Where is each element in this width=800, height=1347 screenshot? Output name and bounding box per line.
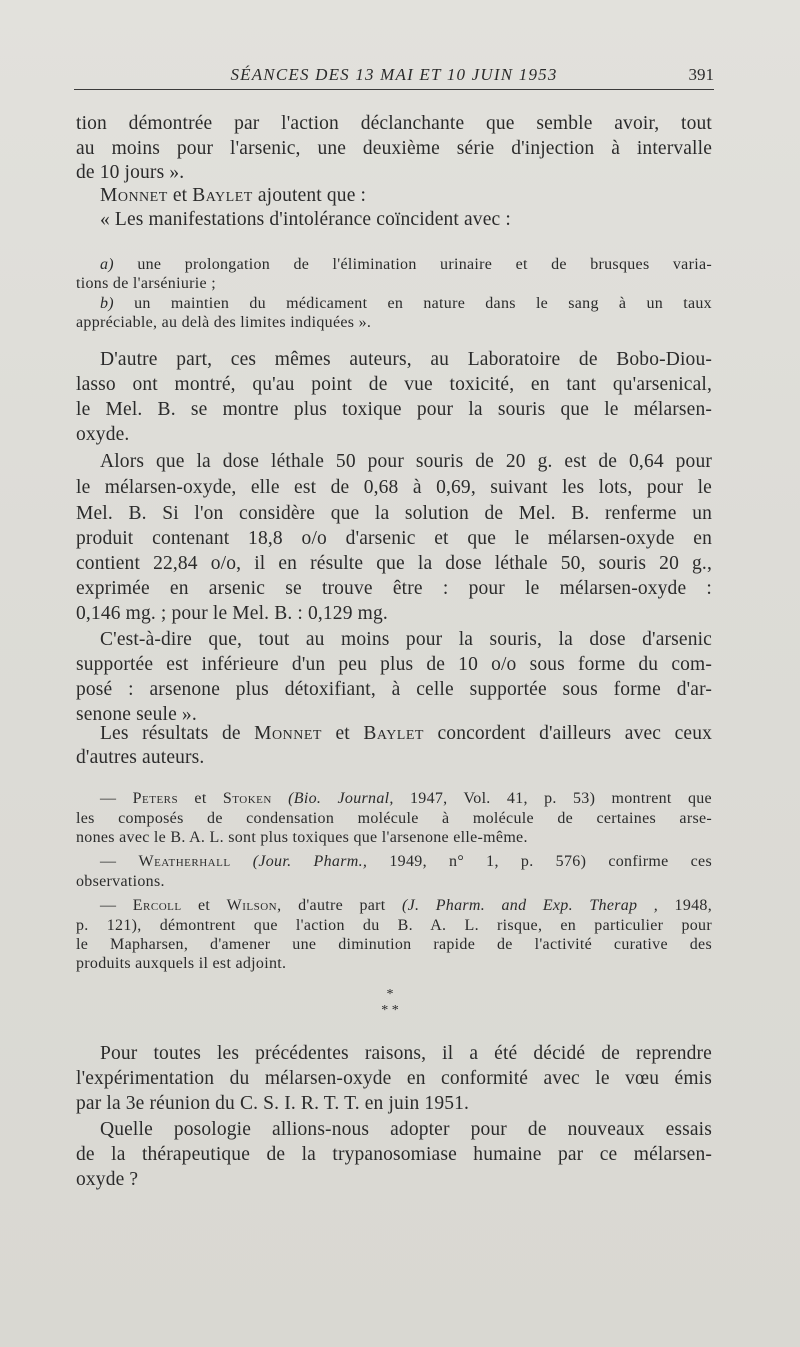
- text-line: le Mapharsen, d'amener une diminution rapide de l'activité curative des: [76, 936, 712, 953]
- text-line: observations.: [76, 873, 165, 890]
- text-line: [100, 722, 712, 746]
- text-line: oxyde ?: [76, 1169, 139, 1190]
- conjunction: et: [198, 897, 211, 914]
- text-line: produits auxquels il est adjoint.: [76, 955, 287, 972]
- text-line: lasso ont montré, qu'au point de vue toxicité, en tant qu'arsenical,: [76, 374, 712, 395]
- list-marker: b): [100, 295, 114, 312]
- section-separator: [360, 988, 420, 1018]
- note-peters: [100, 789, 712, 809]
- conjunction: et: [194, 790, 207, 807]
- text-line: Mel. B. Si l'on considère que la solution de Mel. B. renferme un: [76, 503, 712, 524]
- author-name: Stoken: [222, 790, 272, 807]
- text-line: oxyde.: [76, 424, 130, 445]
- text-line: d'autres auteurs.: [76, 747, 205, 768]
- text-line: le mélarsen-oxyde, elle est de 0,68 à 0,69, suivant les lots, pour le: [76, 477, 712, 498]
- running-title: SÉANCES DES 13 MAI ET 10 JUIN 1953: [230, 65, 558, 84]
- text-line: 0,146 mg. ; pour le Mel. B. : 0,129 mg.: [76, 603, 388, 624]
- page-number: 391: [688, 65, 714, 84]
- conjunction: et: [172, 185, 188, 206]
- text-line: contient 22,84 o/o, il en résulte que la dose léthale 50, souris 20 g.,: [76, 553, 712, 574]
- dash: —: [100, 790, 117, 807]
- journal-title: (Jour. Pharm.,: [252, 853, 368, 870]
- text-line: de la thérapeutique de la trypanosomiase humaine par ce mélarsen-: [76, 1144, 712, 1165]
- text-fragment: 1949, n° 1, p. 576) confirme ces: [389, 853, 712, 870]
- author-name: Weatherhall: [138, 853, 231, 870]
- dash: —: [100, 897, 117, 914]
- text-fragment: un maintien du médicament en nature dans le sang à un taux: [134, 295, 712, 312]
- text-line: D'autre part, ces mêmes auteurs, au Laboratoire de Bobo-Diou-: [100, 349, 712, 370]
- text-fragment: Les résultats de: [100, 723, 241, 744]
- running-header: [74, 63, 714, 90]
- author-name: Baylet: [363, 723, 424, 744]
- text-fragment: concordent d'ailleurs avec ceux: [437, 723, 713, 744]
- separator-star: *: [386, 987, 394, 1002]
- journal-title: (Bio. Journal,: [288, 790, 394, 807]
- author-name: Monnet: [254, 723, 322, 744]
- author-name: Ercoll: [132, 897, 182, 914]
- text-line: nones avec le B. A. L. sont plus toxiques que l'arsenone elle-même.: [76, 829, 528, 846]
- text-line: « Les manifestations d'intolérance coïncident avec :: [100, 209, 511, 230]
- note-ercoll: [100, 896, 712, 916]
- text-line: posé : arsenone plus détoxifiant, à celle supportée sous forme d'ar-: [76, 679, 712, 700]
- text-line: Quelle posologie allions-nous adopter pour de nouveaux essais: [100, 1119, 712, 1140]
- text-line: p. 121), démontrent que l'action du B. A. L. risque, en particulier pour: [76, 917, 712, 934]
- author-name: Baylet: [192, 185, 253, 206]
- conjunction: et: [335, 723, 350, 744]
- text-line: par la 3e réunion du C. S. I. R. T. T. en juin 1951.: [76, 1093, 470, 1114]
- dash: —: [100, 853, 117, 870]
- text-line: produit contenant 18,8 o/o d'arsenic et que le mélarsen-oxyde en: [76, 528, 712, 549]
- text-line: C'est-à-dire que, tout au moins pour la souris, la dose d'arsenic: [100, 629, 712, 650]
- text-line: tions de l'arséniurie ;: [76, 275, 216, 292]
- text-line: de 10 jours ».: [76, 162, 185, 183]
- text-line: exprimée en arsenic se trouve être : pour le mélarsen-oxyde :: [76, 578, 712, 599]
- text-fragment: 1947, Vol. 41, p. 53) montrent que: [409, 790, 712, 807]
- separator-stars: * *: [381, 1003, 399, 1018]
- text-line: senone seule ».: [76, 704, 197, 725]
- text-fragment: ajoutent que :: [257, 185, 367, 206]
- text-line: le Mel. B. se montre plus toxique pour la souris que le mélarsen-: [76, 399, 712, 420]
- list-item-a: [100, 255, 712, 275]
- text-line: les composés de condensation molécule à molécule de certaines arse-: [76, 810, 712, 827]
- text-fragment: une prolongation de l'élimination urinaire et de brusques varia-: [137, 256, 712, 273]
- text-line: supportée est inférieure d'un peu plus de 10 o/o sous forme du com-: [76, 654, 712, 675]
- list-marker: a): [100, 256, 114, 273]
- text-line: l'expérimentation du mélarsen-oxyde en conformité avec le vœu émis: [76, 1068, 712, 1089]
- author-name: Wilson,: [226, 897, 282, 914]
- text-fragment: 1948,: [674, 897, 713, 914]
- note-weatherhall: [100, 852, 712, 872]
- text-line: Alors que la dose léthale 50 pour souris de 20 g. est de 0,64 pour: [100, 451, 712, 472]
- text-line: appréciable, au delà des limites indiquées ».: [76, 314, 372, 331]
- author-name: Peters: [132, 790, 179, 807]
- list-item-b: [100, 294, 712, 314]
- text-fragment: d'autre part: [298, 897, 386, 914]
- author-name: Monnet: [100, 185, 168, 206]
- text-line: tion démontrée par l'action déclanchante que semble avoir, tout: [76, 113, 712, 134]
- text-line: [100, 184, 712, 208]
- journal-title: (J. Pharm. and Exp. Therap ,: [401, 897, 659, 914]
- text-line: Pour toutes les précédentes raisons, il a été décidé de reprendre: [100, 1043, 712, 1064]
- text-line: au moins pour l'arsenic, une deuxième série d'injection à intervalle: [76, 138, 712, 159]
